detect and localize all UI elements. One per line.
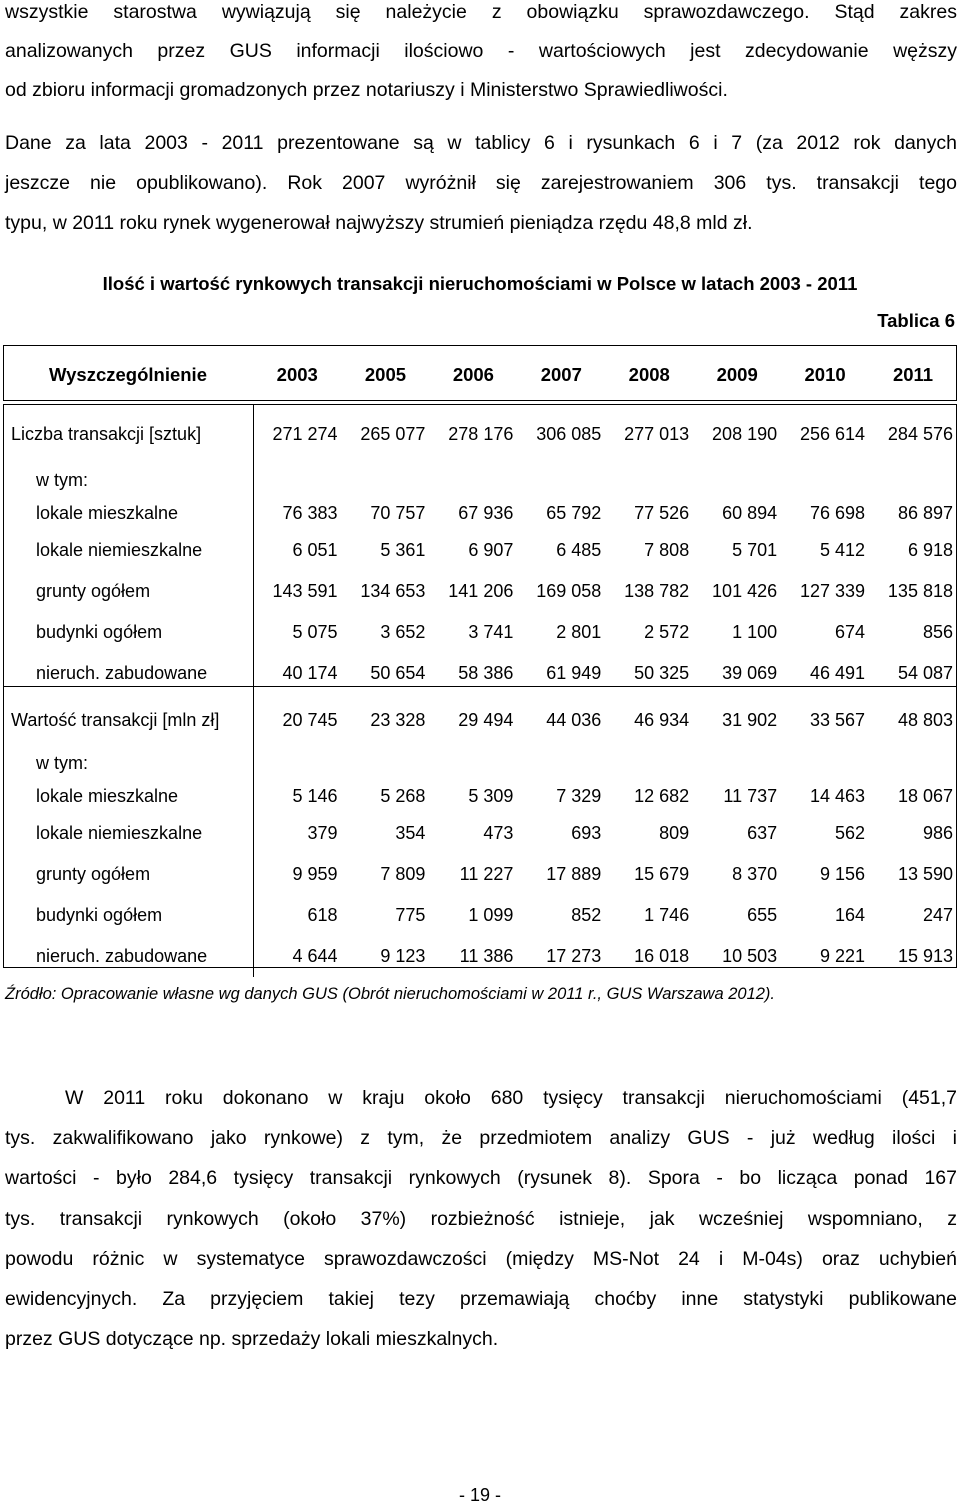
table-row [3, 464, 957, 497]
row-value: 164 [835, 905, 866, 925]
row-value: 852 [571, 905, 602, 925]
row-value: 33 567 [809, 710, 866, 730]
row-value: 14 463 [809, 786, 866, 806]
row-value: 3 652 [380, 622, 426, 642]
row-value [517, 464, 605, 497]
row-value: 271 274 [253, 404, 342, 464]
table-body [3, 404, 957, 977]
row-value: 50 325 [634, 663, 690, 683]
intro-line-1: wszystkie starostwa wywiązują się należycie z obowiązku sprawozdawczego. Stąd zakres [5, 1, 957, 23]
row-value: 693 [571, 823, 602, 843]
row-value: 76 383 [253, 497, 342, 530]
row-value: 31 902 [722, 710, 778, 730]
row-value [517, 747, 605, 780]
row-value: 138 782 [624, 581, 690, 601]
row-value: 11 227 [459, 864, 514, 884]
row-value: 77 526 [634, 503, 690, 523]
row-value: 39 069 [722, 663, 778, 683]
body-line-1: W 2011 roku dokonano w kraju około 680 tysięcy transakcji nieruchomościami (451,7 [65, 1087, 957, 1109]
row-value: 143 591 [253, 571, 342, 612]
row-value [342, 464, 430, 497]
table-row [3, 404, 957, 464]
table-number: Tablica 6 [877, 310, 955, 331]
body-line-7: przez GUS dotyczące np. sprzedaży lokali mieszkalnych. [5, 1328, 499, 1350]
row-value: 354 [395, 823, 426, 843]
header-year: 2003 [276, 363, 318, 385]
row-value [869, 747, 957, 780]
row-value: 256 614 [799, 423, 866, 444]
row-value: 134 653 [360, 581, 426, 601]
body-line-5: powodu różnic w systematyce sprawozdawczości (między MS-Not 24 i M-04s) oraz uchybień [5, 1248, 957, 1270]
row-label: grunty ogółem [36, 864, 151, 884]
table-row [3, 854, 957, 895]
row-value [342, 747, 430, 780]
table-row [3, 497, 957, 530]
table-row [3, 612, 957, 653]
row-value: 6 918 [907, 540, 953, 560]
header-year: 2005 [364, 363, 407, 385]
row-value: 7 329 [556, 786, 602, 806]
row-value: 40 174 [253, 653, 342, 694]
row-value: 20 745 [253, 694, 342, 747]
row-value [605, 464, 693, 497]
row-value: 15 913 [897, 946, 953, 966]
table-row [3, 895, 957, 936]
row-value: 5 268 [380, 786, 426, 806]
row-value [693, 464, 781, 497]
row-value [869, 464, 957, 497]
row-label: lokale mieszkalne [36, 503, 179, 523]
row-value: 473 [483, 823, 514, 843]
row-value: 2 801 [556, 622, 602, 642]
row-value [429, 747, 517, 780]
row-value [605, 747, 693, 780]
row-value: 1 746 [644, 905, 690, 925]
row-label: w tym: [36, 470, 88, 490]
intro-line-4: Dane za lata 2003 - 2011 prezentowane są w tablicy 6 i rysunkach 6 i 7 (za 2012 rok danych [5, 132, 957, 154]
row-value [781, 747, 869, 780]
row-value: 7 809 [380, 864, 426, 884]
row-value: 17 273 [546, 946, 602, 966]
row-value [429, 464, 517, 497]
row-value: 44 036 [546, 710, 602, 730]
row-value: 11 386 [459, 946, 514, 966]
row-value: 16 018 [634, 946, 690, 966]
row-value: 58 386 [458, 663, 514, 683]
body-line-6: ewidencyjnych. Za przyjęciem takiej tezy przemawiają choćby inne statystyki publikowane [5, 1288, 957, 1310]
row-value: 4 644 [253, 936, 342, 977]
row-value: 306 085 [536, 423, 602, 444]
row-value: 5 309 [468, 786, 514, 806]
table-row [3, 747, 957, 780]
table-title: Ilość i wartość rynkowych transakcji nieruchomościami w Polsce w latach 2003 - 2011 [102, 273, 858, 294]
page-number: - 19 - [458, 1485, 501, 1505]
row-value: 265 077 [360, 423, 426, 444]
row-value: 135 818 [887, 581, 953, 601]
row-value: 127 339 [799, 581, 866, 601]
row-value: 101 426 [712, 581, 778, 601]
header-year: 2011 [892, 363, 934, 385]
row-value [693, 747, 781, 780]
row-value: 278 176 [448, 423, 514, 444]
row-value: 12 682 [634, 786, 690, 806]
row-value: 2 572 [644, 622, 690, 642]
row-value: 809 [659, 823, 690, 843]
row-value [253, 747, 342, 780]
row-value: 65 792 [546, 503, 602, 523]
row-value: 13 590 [897, 864, 953, 884]
row-label: budynki ogółem [36, 622, 163, 642]
body-line-2: tys. zakwalifikowano jako rynkowe) z tym, że przedmiotem analizy GUS - już według ilości i [5, 1127, 957, 1149]
row-value: 5 361 [380, 540, 426, 560]
header-year: 2010 [804, 363, 846, 385]
row-value: 54 087 [897, 663, 953, 683]
row-value: 17 889 [546, 864, 602, 884]
row-value: 60 894 [722, 503, 778, 523]
row-value: 18 067 [897, 786, 953, 806]
header-year: 2008 [628, 363, 670, 385]
row-value: 6 485 [556, 540, 602, 560]
row-value: 5 146 [253, 780, 342, 813]
row-label: w tym: [36, 753, 88, 773]
row-value: 141 206 [448, 581, 514, 601]
table-row [3, 780, 957, 813]
row-label: Wartość transakcji [mln zł] [11, 710, 220, 730]
row-value: 3 741 [468, 622, 514, 642]
intro-line-3: od zbioru informacji gromadzonych przez notariuszy i Ministerstwo Sprawiedliwości. [5, 79, 728, 101]
data-table [3, 345, 957, 977]
row-label: nieruch. zabudowane [36, 946, 208, 966]
header-year: 2006 [452, 363, 494, 385]
row-value: 6 051 [253, 530, 342, 571]
row-label: budynki ogółem [36, 905, 163, 925]
row-value: 618 [253, 895, 342, 936]
table-row [3, 694, 957, 747]
row-label: lokale niemieszkalne [36, 540, 203, 560]
intro-line-6: typu, w 2011 roku rynek wygenerował najwyższy strumień pieniądza rzędu 48,8 mld zł. [5, 212, 753, 234]
table-row [3, 936, 957, 977]
table-row [3, 813, 957, 854]
row-value: 986 [922, 823, 953, 843]
body-line-3: wartości - było 284,6 tysięcy transakcji rynkowych (rysunek 8). Spora - bo licząca ponad 167 [5, 1167, 957, 1189]
row-value: 61 949 [546, 663, 602, 683]
row-value: 6 907 [468, 540, 514, 560]
row-value: 1 099 [468, 905, 514, 925]
row-value: 70 757 [370, 503, 426, 523]
row-label: nieruch. zabudowane [36, 663, 208, 683]
row-value: 5 412 [820, 540, 866, 560]
header-year: 2007 [540, 363, 582, 385]
row-value: 8 370 [732, 864, 778, 884]
row-value: 1 100 [732, 622, 778, 642]
row-label: lokale niemieszkalne [36, 823, 203, 843]
row-label: lokale mieszkalne [36, 786, 179, 806]
row-value: 50 654 [370, 663, 426, 683]
header-label: Wyszczególnienie [49, 363, 207, 385]
row-value: 76 698 [809, 503, 866, 523]
row-value: 775 [395, 905, 426, 925]
table-row [3, 571, 957, 612]
row-value: 5 701 [732, 540, 778, 560]
row-value: 9 221 [820, 946, 866, 966]
row-label: Liczba transakcji [sztuk] [11, 423, 202, 444]
body-line-4: tys. transakcji rynkowych (około 37%) rozbieżność istnieje, jak wcześniej wspomniano, z [5, 1208, 957, 1230]
table-header-row [3, 345, 957, 404]
header-year: 2009 [716, 363, 758, 385]
row-value: 46 491 [809, 663, 866, 683]
row-value: 277 013 [624, 423, 690, 444]
row-value: 9 156 [820, 864, 866, 884]
row-value [781, 464, 869, 497]
row-value: 655 [747, 905, 778, 925]
row-value: 562 [835, 823, 866, 843]
row-value: 29 494 [458, 710, 514, 730]
row-value: 379 [253, 813, 342, 854]
row-value: 86 897 [897, 503, 953, 523]
row-value: 856 [922, 622, 953, 642]
row-value: 9 123 [380, 946, 426, 966]
row-value: 7 808 [644, 540, 690, 560]
table-row [3, 530, 957, 571]
row-label: grunty ogółem [36, 581, 151, 601]
row-value: 247 [922, 905, 953, 925]
row-value: 284 576 [887, 423, 953, 444]
row-value: 674 [835, 622, 866, 642]
row-value: 67 936 [458, 503, 514, 523]
table-row [3, 653, 957, 694]
row-value: 46 934 [634, 710, 690, 730]
row-value [253, 464, 342, 497]
row-value: 23 328 [370, 710, 426, 730]
source-note: Źródło: Opracowanie własne wg danych GUS (Obrót nieruchomościami w 2011 r., GUS Warszawa 2012). [5, 985, 776, 1003]
row-value: 10 503 [722, 946, 778, 966]
intro-line-5: jeszcze nie opublikowano). Rok 2007 wyróżnił się zarejestrowaniem 306 tys. transakcji tego [5, 172, 957, 194]
row-value: 15 679 [634, 864, 690, 884]
intro-line-2: analizowanych przez GUS informacji ilościowo - wartościowych jest zdecydowanie węższy [5, 40, 957, 62]
row-value: 11 737 [723, 786, 778, 806]
row-value: 169 058 [536, 581, 602, 601]
row-value: 208 190 [712, 423, 778, 444]
row-value: 9 959 [253, 854, 342, 895]
row-value: 637 [747, 823, 778, 843]
row-value: 48 803 [897, 710, 953, 730]
row-value: 5 075 [253, 612, 342, 653]
